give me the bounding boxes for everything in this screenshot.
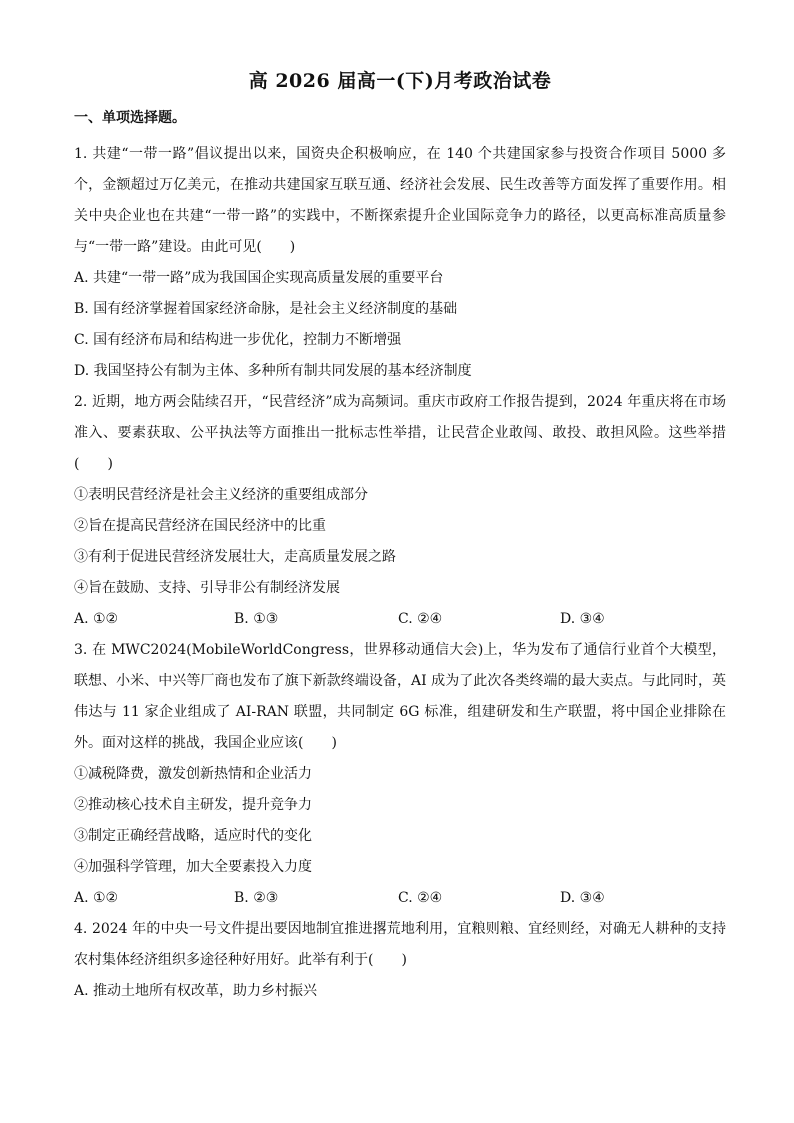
answer-options <box>74 604 726 635</box>
option-c: C. ②④ <box>398 890 443 906</box>
statement-item: ④加强科学管理，加大全要素投入力度 <box>74 859 312 875</box>
question-2 <box>74 387 726 635</box>
question-4 <box>74 914 726 1007</box>
answer-options <box>74 883 726 914</box>
exam-title: 高 2026 届高一(下)月考政治试卷 <box>248 70 552 92</box>
option-d: D. ③④ <box>560 890 605 906</box>
question-1 <box>74 139 726 387</box>
question-stem: 3. 在 MWC2024(MobileWorldCongress，世界移动通信大会)上，华为发布了通信行业首个大模型，联想、小米、中兴等厂商也发布了旗下新款终端设备，AI 成为了此次各类终端的最大卖点。与此同时，英伟达与 11 家企业组成了 AI-RAN 联盟，共同制定 6G 标准，组建研发和生产联盟，将中国企业排除在外。面对这样的挑战，我国企业应该( ) <box>74 642 726 751</box>
option-a: A. ①② <box>74 611 119 627</box>
statement-item: ①表明民营经济是社会主义经济的重要组成部分 <box>74 487 368 503</box>
option-c: C. 国有经济布局和结构进一步优化，控制力不断增强 <box>74 332 402 348</box>
statement-item: ②推动核心技术自主研发，提升竞争力 <box>74 797 312 813</box>
option-b: B. 国有经济掌握着国家经济命脉，是社会主义经济制度的基础 <box>74 301 458 317</box>
question-stem: 1. 共建“一带一路”倡议提出以来，国资央企积极响应，在 140 个共建国家参与投资合作项目 5000 多个，金额超过万亿美元，在推动共建国家互联互通、经济社会发展、民生改善等方面发挥了重要作用。相关中央企业也在共建“一带一路”的实践中，不断探索提升企业国际竞争力的路径，以更高标准高质量参与“一带一路”建设。由此可见( ) <box>74 146 726 255</box>
statement-item: ①减税降费，激发创新热情和企业活力 <box>74 766 312 782</box>
option-c: C. ②④ <box>398 611 443 627</box>
option-b: B. ①③ <box>234 611 279 627</box>
option-b: B. ②③ <box>234 890 279 906</box>
statement-item: ③有利于促进民营经济发展壮大，走高质量发展之路 <box>74 549 396 565</box>
question-stem: 4. 2024 年的中央一号文件提出要因地制宜推进撂荒地利用，宜粮则粮、宜经则经，对确无人耕种的支持农村集体经济组织多途径种好用好。此举有利于( ) <box>74 921 726 968</box>
question-stem: 2. 近期，地方两会陆续召开，“民营经济”成为高频词。重庆市政府工作报告提到，2024 年重庆将在市场准入、要素获取、公平执法等方面推出一批标志性举措，让民营企业敢闯、敢投、敢担风险。这些举措( ) <box>74 394 726 472</box>
option-d: D. 我国坚持公有制为主体、多种所有制共同发展的基本经济制度 <box>74 363 472 379</box>
section-heading: 一、单项选择题。 <box>74 110 186 126</box>
option-d: D. ③④ <box>560 611 605 627</box>
exam-page <box>74 66 726 1007</box>
option-a: A. 共建“一带一路”成为我国国企实现高质量发展的重要平台 <box>74 270 444 286</box>
option-a: A. ①② <box>74 890 119 906</box>
option-a: A. 推动土地所有权改革，助力乡村振兴 <box>74 983 318 999</box>
statement-item: ②旨在提高民营经济在国民经济中的比重 <box>74 518 326 534</box>
statement-item: ④旨在鼓励、支持、引导非公有制经济发展 <box>74 580 340 596</box>
question-3 <box>74 635 726 914</box>
statement-item: ③制定正确经营战略，适应时代的变化 <box>74 828 312 844</box>
